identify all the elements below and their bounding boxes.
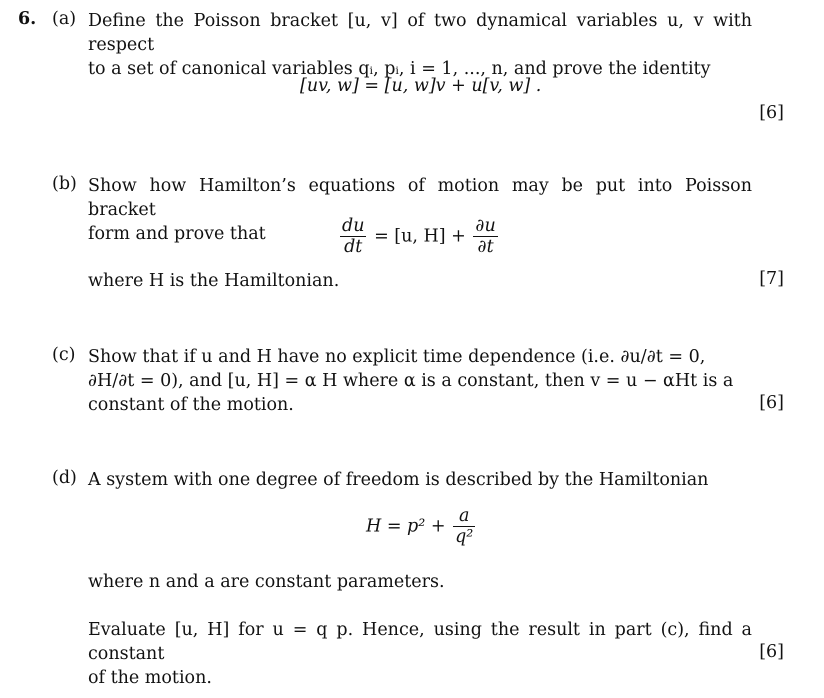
part-d-line-1: A system with one degree of freedom is described by the Hamiltonian [88,470,709,490]
part-c-mark: [6] [759,393,784,413]
part-a-equation: [uv, w] = [u, w]v + u[v, w] . [300,76,542,96]
part-d [52,468,752,492]
a-over-q2-fraction [453,506,475,547]
part-d-body [52,570,752,594]
part-d-line-4: of the motion. [88,668,212,688]
part-d-label: (d) [52,468,77,488]
part-c-label: (c) [52,345,76,365]
fraction-denominator: dt [344,237,363,257]
part-a-mark: [6] [759,103,784,123]
du-dt-fraction [340,216,366,257]
part-c-line-2: ∂H/∂t = 0), and [u, H] = α H where α is a constant, then v = u − αHt is a [88,371,734,391]
part-a-label: (a) [52,9,77,29]
part-b-equation [338,216,500,257]
part-d-task [52,618,752,690]
fraction-numerator: ∂u [475,216,496,236]
fraction-numerator: a [453,506,475,527]
part-a [52,9,752,81]
equation-middle: = [u, H] + [374,226,466,247]
part-b-tail [52,269,752,293]
part-b-line-3: where H is the Hamiltonian. [88,271,340,291]
part-b-line-1: Show how Hamilton’s equations of motion may be put into Poisson bracket [88,176,752,220]
part-b-label: (b) [52,174,77,194]
part-c [52,345,752,417]
question-number: 6. [18,9,37,29]
part-a-line-1: Define the Poisson bracket [u, v] of two dynamical variables u, v with respect [88,11,752,55]
part-d-equation [366,506,477,547]
part-a-line-2: to a set of canonical variables qᵢ, pᵢ, i = 1, ..., n, and prove the identity [88,59,711,79]
fraction-numerator: du [342,216,365,236]
fraction-denominator: ∂t [477,237,494,257]
part-b-mark: [7] [759,269,784,289]
equation-lhs: H = p² + [366,516,446,537]
part-d-line-2: where n and a are constant parameters. [88,572,445,592]
part-c-line-3: constant of the motion. [88,395,294,415]
partial-u-t-fraction [473,216,497,257]
part-d-line-3: Evaluate [u, H] for u = q p. Hence, using the result in part (c), find a constant [88,620,752,664]
part-b-line-2: form and prove that [88,224,266,244]
part-c-line-1: Show that if u and H have no explicit time dependence (i.e. ∂u/∂t = 0, [88,347,706,367]
fraction-denominator: q² [455,527,474,547]
part-d-mark: [6] [759,642,784,662]
